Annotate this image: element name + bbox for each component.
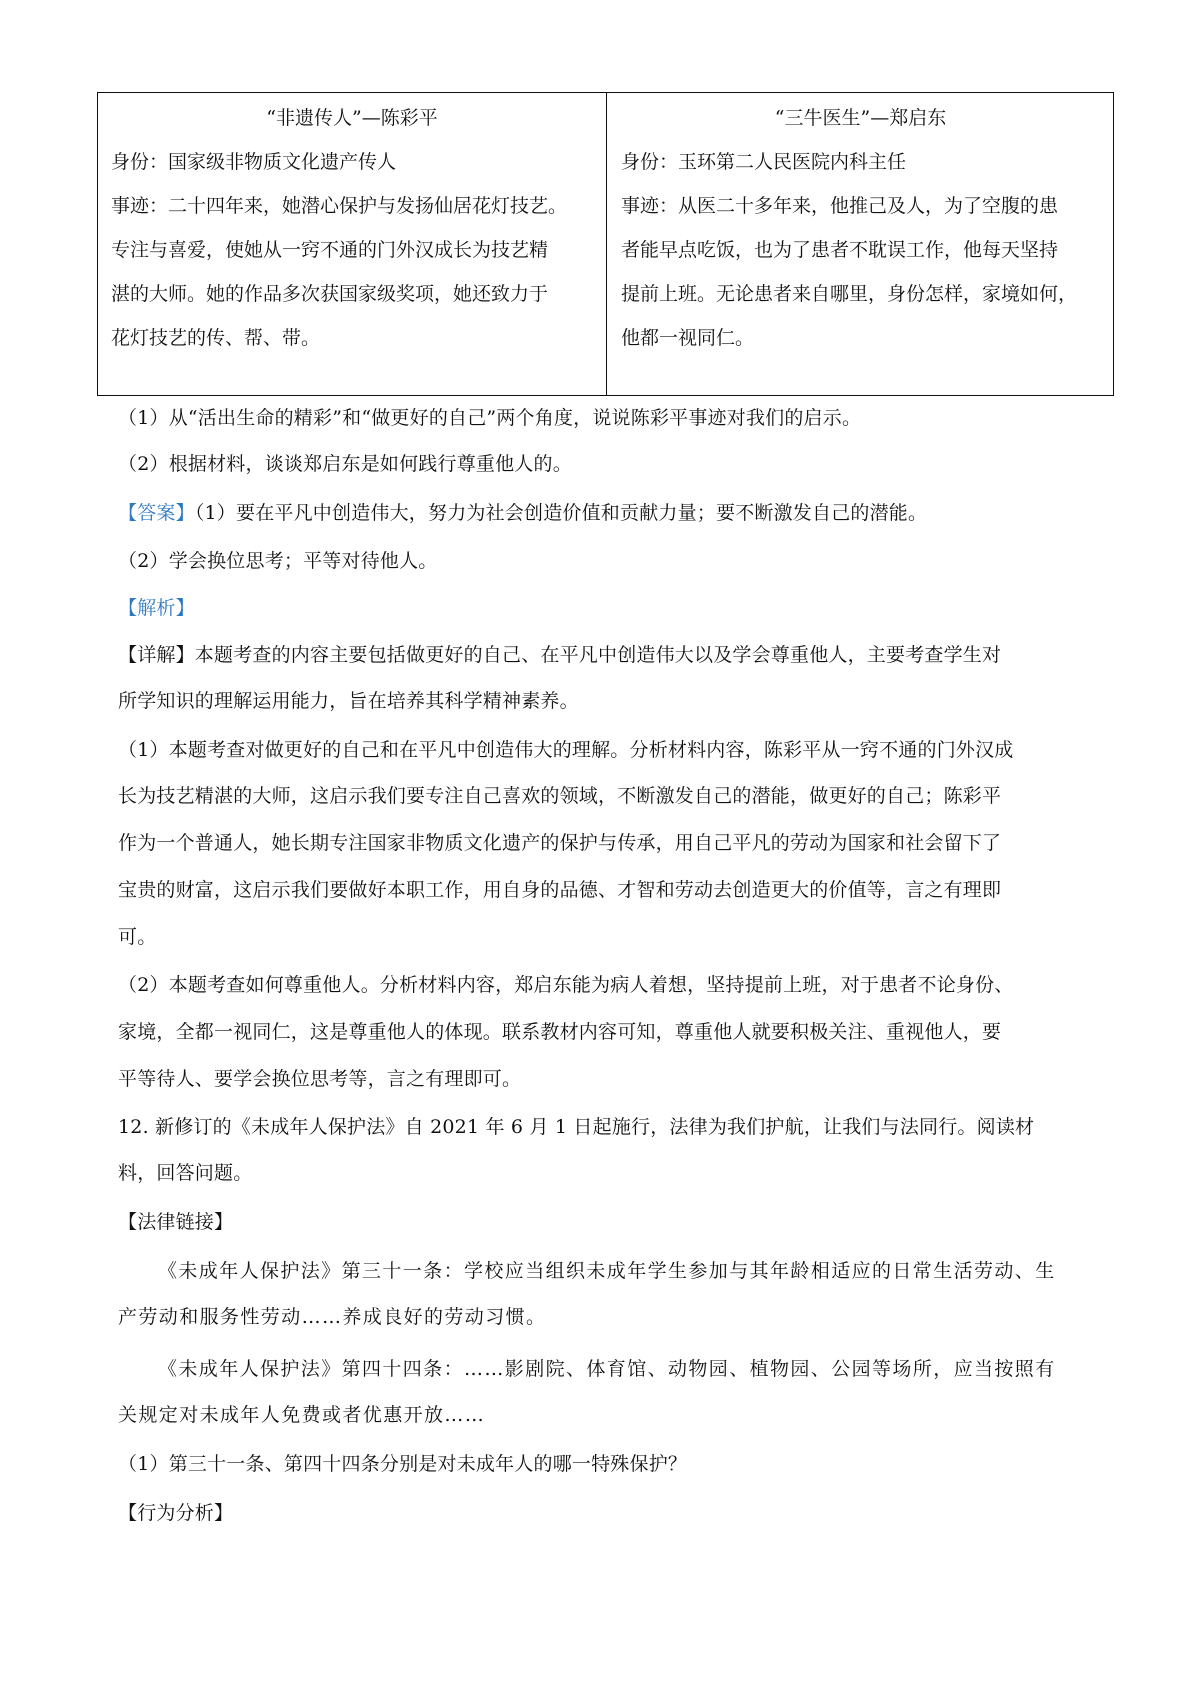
law-article-31-line: 《未成年人保护法》第三十一条：学校应当组织未成年学生参加与其年龄相适应的日常生活劳动、生: [158, 1260, 1056, 1282]
profile-cell-zheng-qidong: [608, 93, 1113, 395]
profile-deed-line: 专注与喜爱，使她从一窍不通的门外汉成长为技艺精: [111, 239, 549, 261]
question-12-intro-line: 12. 新修订的《未成年人保护法》自 2021 年 6 月 1 日起施行，法律为我们护航，让我们与法同行。阅读材: [118, 1116, 1035, 1138]
profile-identity: 身份：玉环第二人民医院内科主任: [621, 151, 907, 173]
profile-title: “三牛医生”—郑启东: [774, 107, 947, 129]
question-2: （2）根据材料，谈谈郑启东是如何践行尊重他人的。: [118, 453, 572, 475]
column-divider: [606, 93, 607, 395]
law-article-44-line: 《未成年人保护法》第四十四条：……影剧院、体育馆、动物园、植物园、公园等场所，应当按照有: [158, 1358, 1056, 1380]
profile-deed-line: 花灯技艺的传、帮、带。: [111, 327, 321, 349]
profile-deed-line: 他都一视同仁。: [621, 327, 755, 349]
analysis-part2-line: （2）本题考查如何尊重他人。分析材料内容，郑启东能为病人着想，坚持提前上班，对于患者不论身份、: [118, 974, 1014, 996]
profile-identity: 身份：国家级非物质文化遗产传人: [111, 151, 397, 173]
analysis-part2-line: 家境，全都一视同仁，这是尊重他人的体现。联系教材内容可知，尊重他人就要积极关注、重视他人，要: [118, 1021, 1002, 1043]
profile-cells: [97, 92, 1114, 396]
profile-deed-line: 事迹：二十四年来，她潜心保护与发扬仙居花灯技艺。: [111, 195, 568, 217]
answer-line-2: （2）学会换位思考；平等对待他人。: [118, 550, 438, 572]
profile-title: “非遗传人”—陈彩平: [266, 107, 438, 129]
profile-deed-line: 湛的大师。她的作品多次获国家级奖项，她还致力于: [111, 283, 549, 305]
analysis-part1-line: 可。: [118, 926, 157, 948]
behavior-analysis-heading: 【行为分析】: [118, 1502, 234, 1524]
analysis-tag: 【解析】: [118, 597, 195, 619]
analysis-detail-line: 所学知识的理解运用能力，旨在培养其科学精神素养。: [118, 690, 579, 712]
law-article-31-line: 产劳动和服务性劳动……养成良好的劳动习惯。: [118, 1306, 547, 1328]
question-1: （1）从“活出生命的精彩”和“做更好的自己”两个角度，说说陈彩平事迹对我们的启示。: [118, 407, 862, 429]
analysis-part1-line: 长为技艺精湛的大师，这启示我们要专注自己喜欢的领域，不断激发自己的潜能，做更好的自己；陈彩平: [118, 785, 1002, 807]
analysis-part2-line: 平等待人、要学会换位思考等，言之有理即可。: [118, 1068, 522, 1090]
answer-text: （1）要在平凡中创造伟大，努力为社会创造价值和贡献力量；要不断激发自己的潜能。: [194, 502, 928, 524]
profile-deed-line: 提前上班。无论患者来自哪里，身份怎样，家境如何，: [621, 283, 1078, 305]
analysis-detail-line: 【详解】本题考查的内容主要包括做更好的自己、在平凡中创造伟大以及学会尊重他人，主要考查学生对: [118, 644, 1002, 666]
analysis-part1-line: 作为一个普通人，她长期专注国家非物质文化遗产的保护与传承，用自己平凡的劳动为国家和社会留下了: [118, 832, 1002, 854]
analysis-part1-line: （1）本题考查对做更好的自己和在平凡中创造伟大的理解。分析材料内容，陈彩平从一窍不通的门外汉成: [118, 739, 1014, 761]
analysis-part1-line: 宝贵的财富，这启示我们要做好本职工作，用自身的品德、才智和劳动去创造更大的价值等，言之有理即: [118, 879, 1002, 901]
question-12-sub-1: （1）第三十一条、第四十四条分别是对未成年人的哪一特殊保护？: [118, 1453, 688, 1475]
profile-deed-line: 者能早点吃饭，也为了患者不耽误工作，他每天坚持: [621, 239, 1059, 261]
answer-line-1: [118, 500, 1108, 527]
question-12-intro-line: 料，回答问题。: [118, 1162, 253, 1184]
answer-tag: 【答案】: [118, 502, 195, 524]
law-link-heading: 【法律链接】: [118, 1211, 234, 1233]
profile-cell-chen-caiping: [98, 93, 606, 395]
law-article-44-line: 关规定对未成年人免费或者优惠开放……: [118, 1404, 486, 1426]
profile-deed-line: 事迹：从医二十多年来，他推己及人，为了空腹的患: [621, 195, 1059, 217]
